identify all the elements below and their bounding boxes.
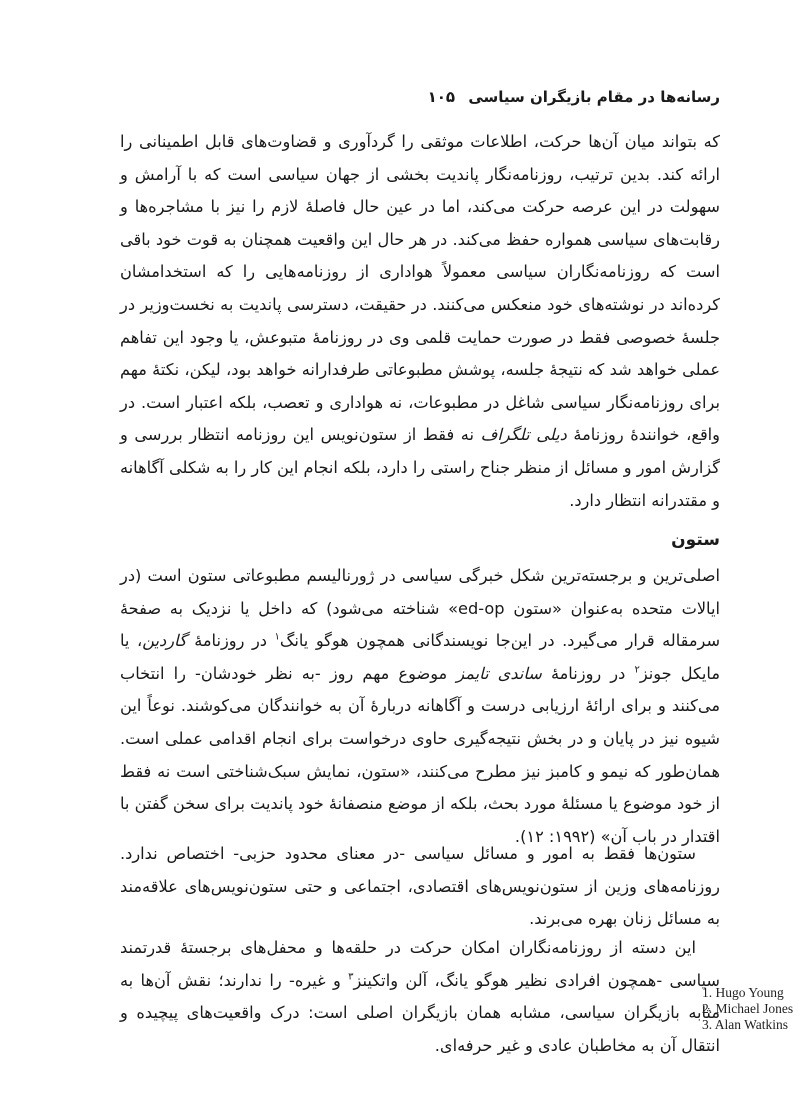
paragraph-text: اصلی‌ترین و برجسته‌ترین شکل خبرگی سیاسی در ژورنالیسم مطبوعاتی ستون است (در ایالات متحده به‌عنوان «ستون ed-op» شناخته می‌شود) که داخل یا نزدیک به صفحهٔ سرمقاله قرار می‌گیرد. در این‌جا نویسندگانی همچون هوگو یانگ: [120, 566, 721, 651]
paragraph-text: و غیره- را ندارند؛ نقش آن‌ها به مثابه بازیگران سیاسی، مشابه همان بازیگران اصلی است: درک واقعیت‌های پیچیده و انتقال آن به مخاطبان عادی و غیر حرفه‌ای.: [120, 970, 720, 1055]
footnote-item: 3. Alan Watkins: [702, 1017, 789, 1032]
header-title: رسانه‌ها در مقام بازیگران سیاسی: [468, 88, 720, 106]
paragraph-text: این دسته از روزنامه‌نگاران امکان حرکت در حلقه‌ها و محفل‌های برجستهٔ قدرتمند سیاسی -همچون افرادی نظیر هوگو یانگ، آلن واتکینز: [120, 938, 720, 990]
running-header: [110, 88, 720, 106]
paragraph-text: ، یا مایکل جونز: [120, 631, 721, 683]
paragraph-columns-topics: [120, 838, 720, 936]
page-number: ۱۰۵: [427, 88, 456, 106]
footnotes: [702, 985, 810, 1033]
newspaper-title: گاردین: [142, 631, 187, 651]
footnote-item: 1. Hugo Young: [702, 985, 784, 1000]
footnote-item: 2. Michael Jones: [702, 1001, 794, 1016]
paragraph-column: [120, 560, 720, 853]
footnote-marker: ۱: [274, 631, 280, 643]
paragraph-pundit: [120, 126, 720, 517]
paragraph-text: که بتواند میان آن‌ها حرکت، اطلاعات موثقی را گردآوری و قضاوت‌های قابل اطمینانی را ارائه کند. بدین ترتیب، روزنامه‌نگار پاندیت بخشی از جهان سیاسی است که با آرامش و سهولت در این عرصه حرکت می‌کند، اما در عین حال فاصلهٔ لازم را نیز با مشاجره‌ها و رقابت‌های سیاسی همواره حفظ می‌کند. در هر حال این واقعیت همچنان به قوت خود باقی است که روزنامه‌نگاران سیاسی معمولاً هواداری از روزنامه‌هایی را که استخدامشان کرده‌اند در نوشته‌های خود منعکس می‌کنند. در حقیقت، دسترسی پاندیت به نخست‌وزیر در جلسهٔ خصوصی فقط در صورت حمایت قلمی وی در روزنامهٔ متبوعش، یا وجود این تفاهم عملی خواهد شد که نتیجهٔ جلسه، پوشش مطبوعاتی طرفدارانه خواهد بود، لیکن، نکتهٔ مهم برای روزنامه‌نگار سیاسی شاغل در مطبوعات، نه هواداری و تعصب، بلکه اعتبار است. در واقع، خوانندهٔ روزنامهٔ: [120, 132, 720, 445]
section-heading: ستون: [671, 530, 720, 550]
paragraph-text: نه فقط از ستون‌نویس این روزنامه انتظار بررسی و گزارش امور و مسائل از منظر جناح راستی را دارد، بلکه انجام این کار را به شکلی آگاهانه و مقتدرانه انتظار دارد.: [120, 425, 720, 510]
footnote-marker: ۲: [634, 664, 640, 676]
footnote-marker: ۳: [348, 971, 354, 983]
paragraph-journalists-role: [120, 932, 720, 1062]
paragraph-text: موضوع مهم روز -به نظر خودشان- را انتخاب می‌کنند و برای ارائهٔ ارزیابی درست و آگاهانه دربارهٔ آن به خوانندگان می‌کوشند. نوعاً این شیوه نیز در پایان و در بخش نتیجه‌گیری حاوی درخواست برای انجام اقدامی عملی است. همان‌طور که نیمو و کامبز نیز مطرح می‌کنند، «ستون، نمایش سبک‌شناختی است نه فقط از خود موضوع یا مسئلهٔ مورد بحث، بلکه از موضع منصفانهٔ خود پاندیت برای سخن گفتن با اقتدار در باب آن» (۱۹۹۲: ۱۲).: [120, 663, 720, 846]
paragraph-text: در روزنامهٔ: [541, 663, 635, 683]
newspaper-title: دیلی تلگراف: [480, 425, 567, 445]
paragraph-text: ستون‌ها فقط به امور و مسائل سیاسی -در معنای محدود حزبی- اختصاص ندارد. روزنامه‌های وزین از ستون‌نویس‌های اقتصادی، اجتماعی و حتی ستون‌نویس‌های علاقه‌مند به مسائل زنان بهره می‌برند.: [120, 844, 720, 929]
paragraph-text: در روزنامهٔ: [186, 631, 275, 651]
newspaper-title: ساندی تایمز: [456, 663, 542, 683]
